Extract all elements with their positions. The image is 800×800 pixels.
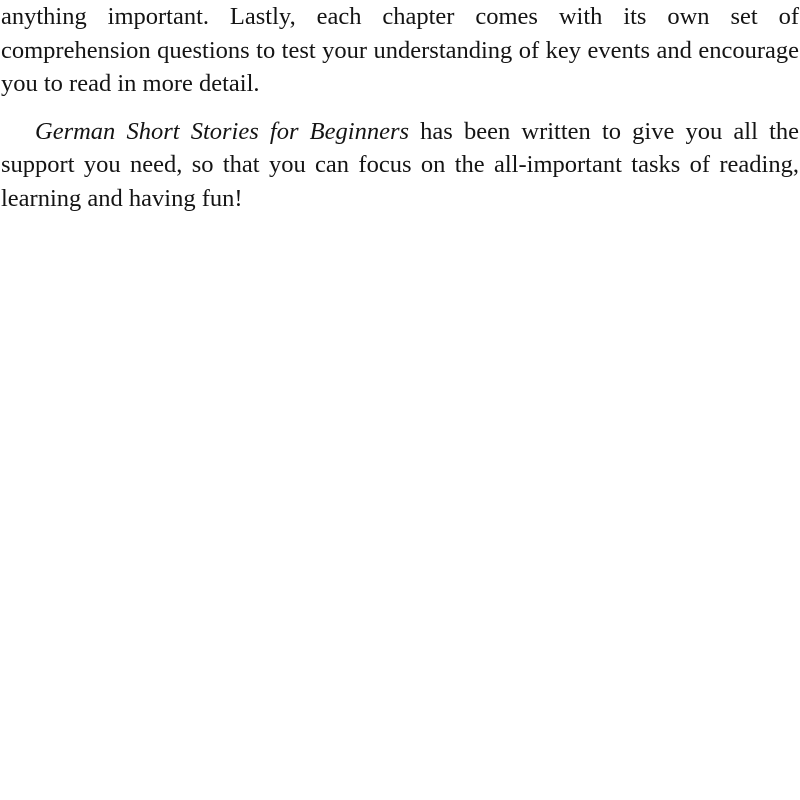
paragraph-book-purpose (1, 115, 799, 216)
paragraph-comprehension-questions: anything important. Lastly, each chapter comes with its own set of comprehension questions to test your understanding of key events and encourage you to read in more detail. (1, 3, 799, 97)
paragraph-book-purpose-text: has been written to give you all the support you need, so that you can focus on the all-important tasks of reading, learning and having fun! (1, 117, 799, 212)
book-title-italic: German Short Stories for Beginners (35, 117, 410, 145)
page-body-text (1, 0, 799, 215)
